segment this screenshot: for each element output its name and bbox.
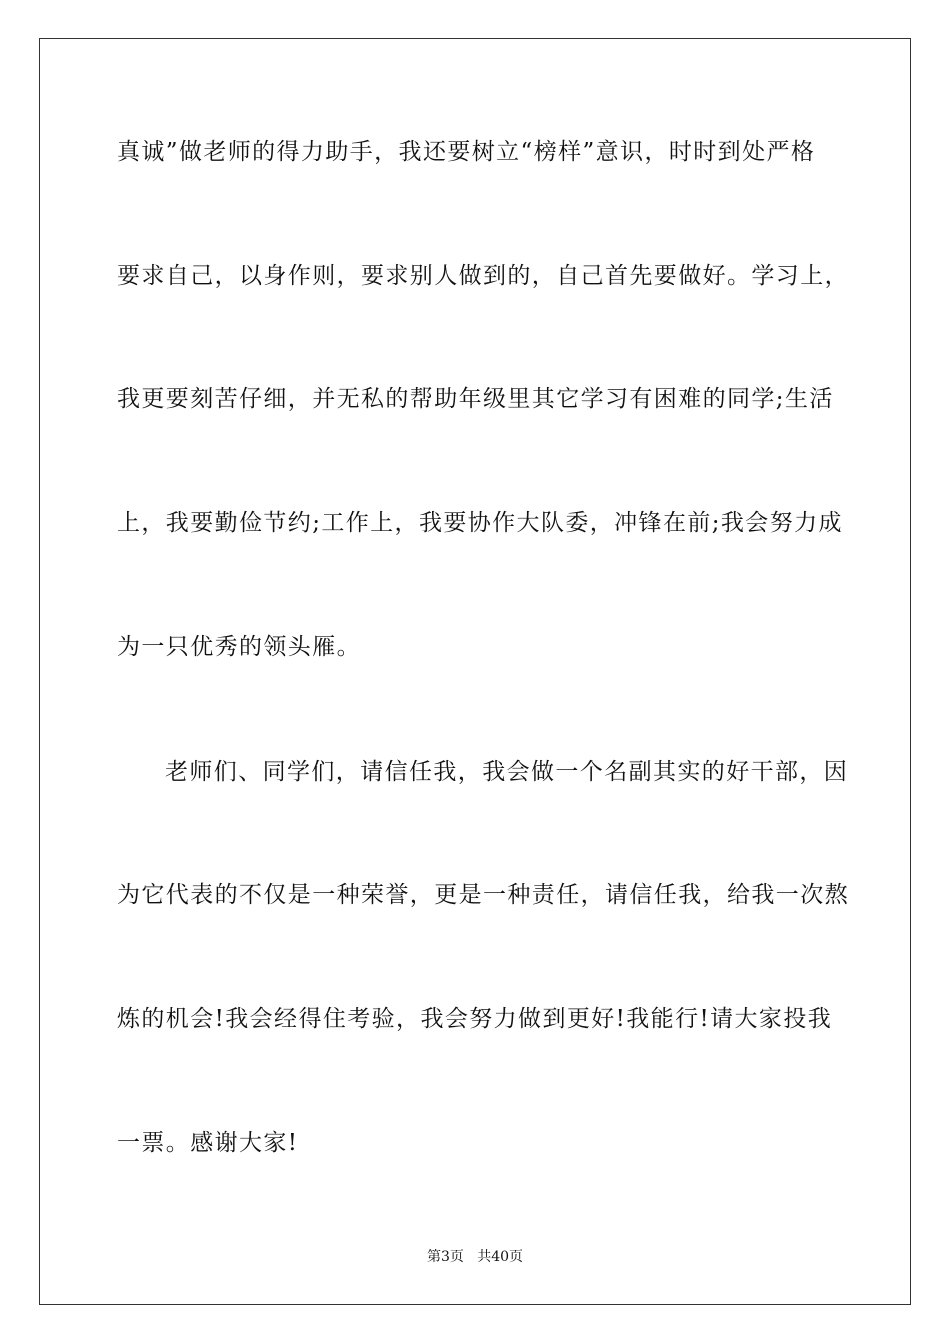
body-text-line: 要求自己，以身作则，要求别人做到的，自己首先要做好。学习上， bbox=[117, 263, 849, 289]
body-text-line: 炼的机会!我会经得住考验，我会努力做到更好!我能行!请大家投我 bbox=[117, 1006, 833, 1032]
body-text-line: 上，我要勤俭节约;工作上，我要协作大队委，冲锋在前;我会努力成 bbox=[117, 510, 843, 536]
body-text-line: 为一只优秀的领头雁。 bbox=[117, 634, 361, 660]
body-text-line: 为它代表的不仅是一种荣誉，更是一种责任，请信任我，给我一次熬 bbox=[117, 882, 849, 908]
paragraph-start-line: 老师们、同学们，请信任我，我会做一个名副其实的好干部，因 bbox=[165, 759, 849, 785]
page-number-footer: 第3页 共40页 bbox=[426, 1249, 524, 1265]
body-text-line: 真诚”做老师的得力助手，我还要树立“榜样”意识，时时到处严格 bbox=[117, 139, 816, 165]
body-text-line: 我更要刻苦仔细，并无私的帮助年级里其它学习有困难的同学;生活 bbox=[117, 386, 834, 412]
body-text-line: 一票。感谢大家! bbox=[117, 1130, 299, 1156]
page-border bbox=[39, 38, 911, 1305]
